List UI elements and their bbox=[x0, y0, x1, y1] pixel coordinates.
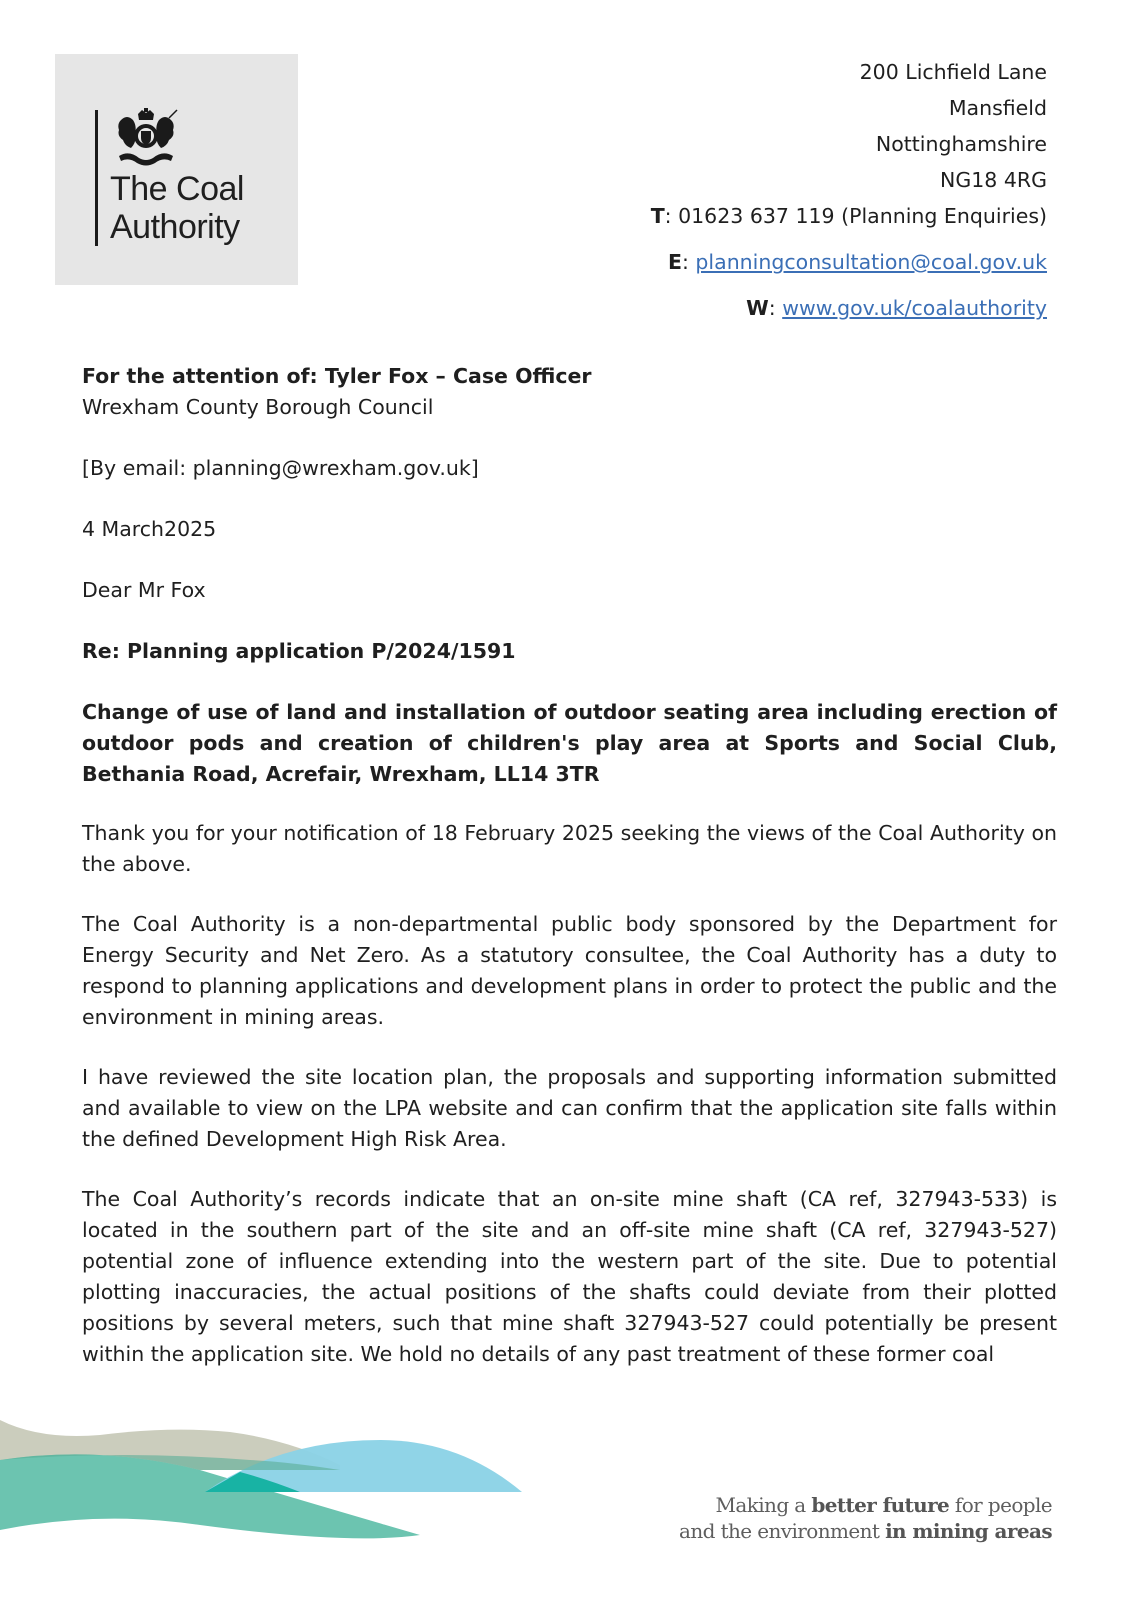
email-link[interactable]: planningconsultation@coal.gov.uk bbox=[695, 250, 1047, 274]
phone-value: : 01623 637 119 (Planning Enquiries) bbox=[664, 204, 1047, 228]
salutation: Dear Mr Fox bbox=[82, 578, 206, 602]
paragraph-3: I have reviewed the site location plan, the proposals and supporting information submitted and available to view on the LPA website and can confirm that the application site falls within the defined Development High Risk Area. bbox=[82, 1065, 1057, 1151]
sender-address-block bbox=[651, 54, 1047, 326]
recipient-organisation: Wrexham County Borough Council bbox=[82, 395, 434, 419]
tagline-bold-1: better future bbox=[811, 1493, 950, 1517]
phone-label: T bbox=[650, 204, 665, 228]
website-line bbox=[651, 290, 1047, 326]
address-line-2: Mansfield bbox=[948, 96, 1047, 120]
tagline-text-3: and the environment bbox=[679, 1519, 886, 1543]
by-email-line: [By email: planning@wrexham.gov.uk] bbox=[82, 456, 479, 480]
logo-divider-bar bbox=[95, 110, 98, 246]
coal-authority-logo bbox=[55, 54, 298, 285]
website-link[interactable]: www.gov.uk/coalauthority bbox=[782, 296, 1047, 320]
logo-wordmark bbox=[110, 170, 244, 246]
subject-description: Change of use of land and installation of outdoor seating area including erection of outdoor pods and creation of children's play area at Sports and Social Club, Bethania Road, Acrefair, Wrexham, LL14 3TR bbox=[82, 700, 1057, 786]
email-separator: : bbox=[681, 250, 696, 274]
royal-coat-of-arms-icon bbox=[111, 108, 181, 168]
logo-line-1: The Coal bbox=[110, 170, 244, 208]
paragraph-2: The Coal Authority is a non-departmental public body sponsored by the Department for Energy Security and Net Zero. As a statutory consultee, the Coal Authority has a duty to respond to planning applications and development plans in order to protect the public and the environment in mining areas. bbox=[82, 912, 1057, 1029]
paragraph-4: The Coal Authority’s records indicate that an on-site mine shaft (CA ref, 327943-533) is located in the southern part of the site and an off-site mine shaft (CA ref, 327943-527) potential zone of influence extending into the western part of the site. Due to potential plotting inaccuracies, the actual positions of the shafts could deviate from their plotted positions by several meters, such that mine shaft 327943-527 could potentially be present within the application site. We hold no details of any past treatment of these former coal bbox=[82, 1187, 1057, 1366]
recipient-block bbox=[82, 361, 1057, 423]
attention-line: For the attention of: Tyler Fox – Case Officer bbox=[82, 364, 592, 388]
tagline-text-2: for people bbox=[949, 1493, 1052, 1517]
subject-reference: Re: Planning application P/2024/1591 bbox=[82, 639, 516, 663]
letter-date: 4 March2025 bbox=[82, 517, 217, 541]
tagline-line-1 bbox=[679, 1492, 1052, 1518]
email-label: E bbox=[667, 250, 682, 274]
tagline-bold-2: in mining areas bbox=[885, 1519, 1052, 1543]
footer-wave-graphic bbox=[0, 1420, 660, 1560]
tagline-line-2 bbox=[679, 1518, 1052, 1544]
email-line bbox=[651, 244, 1047, 280]
website-label: W bbox=[746, 296, 769, 320]
address-line-3: Nottinghamshire bbox=[875, 132, 1047, 156]
logo-line-2: Authority bbox=[110, 208, 240, 246]
paragraph-1: Thank you for your notification of 18 February 2025 seeking the views of the Coal Authority on the above. bbox=[82, 821, 1057, 876]
tagline-text-1: Making a bbox=[715, 1493, 812, 1517]
address-postcode: NG18 4RG bbox=[940, 168, 1047, 192]
footer-tagline bbox=[679, 1492, 1052, 1544]
address-line-1: 200 Lichfield Lane bbox=[859, 60, 1047, 84]
phone-line bbox=[651, 198, 1047, 234]
website-separator: : bbox=[768, 296, 783, 320]
